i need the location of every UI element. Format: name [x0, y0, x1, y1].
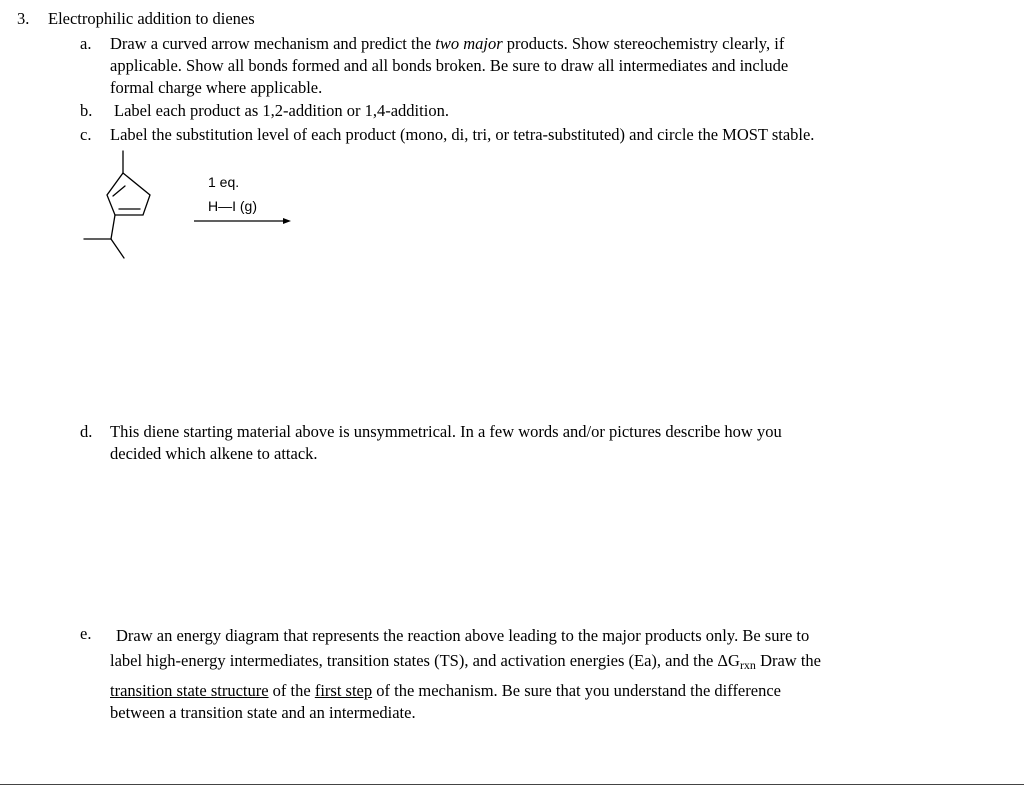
- part-a-line-2: applicable. Show all bonds formed and all bonds broken. Be sure to draw all intermediates and include: [110, 56, 789, 75]
- part-e-line-1: Draw an energy diagram that represents the reaction above leading to the major products only. Be sure to: [116, 626, 810, 645]
- part-e-line-4: between a transition state and an intermediate.: [110, 703, 416, 722]
- reaction-arrow: [193, 215, 293, 227]
- underline-ts-structure: transition state structure: [110, 681, 269, 700]
- part-c-text: Label the substitution level of each product (mono, di, tri, or tetra-substituted) and circle the MOST stable.: [110, 125, 815, 144]
- page-bottom-divider: [0, 784, 1024, 785]
- part-a-text: [110, 33, 990, 99]
- part-a-line-1: Draw a curved arrow mechanism and predict the two major products. Show stereochemistry clearly, if: [110, 34, 785, 53]
- question-title: Electrophilic addition to dienes: [48, 9, 255, 28]
- reagent-equivalents: 1 eq.: [208, 174, 240, 190]
- part-a-line-3: formal charge where applicable.: [110, 78, 323, 97]
- part-d-line-1: This diene starting material above is unsymmetrical. In a few words and/or pictures describe how you: [110, 422, 782, 441]
- delta-g-symbol: ΔG: [717, 651, 740, 670]
- double-bond-1: [113, 186, 125, 196]
- reagent-hi: H—I (g): [208, 198, 257, 214]
- underline-first-step: first step: [314, 681, 373, 700]
- isopropyl-bond: [111, 215, 115, 239]
- part-e-marker: e.: [80, 624, 92, 643]
- part-b-text: Label each product as 1,2-addition or 1,4-addition.: [114, 101, 449, 120]
- part-d-marker: d.: [80, 422, 93, 441]
- diene-structure: [78, 145, 168, 265]
- part-b-marker: b.: [80, 101, 93, 120]
- question-number: 3.: [17, 9, 30, 28]
- part-e-line-3: transition state structure of the first step of the mechanism. Be sure that you understand the difference: [110, 681, 781, 700]
- emphasis-two-major: two major: [435, 34, 503, 53]
- part-e-line-2: label high-energy intermediates, transition states (TS), and activation energies (Ea), and the $\Delta G_{rxn}$ Draw the: [110, 651, 821, 672]
- part-e-text: [110, 623, 1010, 723]
- part-c-marker: c.: [80, 125, 92, 144]
- isopropyl-methyl-2: [111, 239, 124, 258]
- delta-g-subscript: rxn: [739, 658, 756, 672]
- part-d-line-2: decided which alkene to attack.: [110, 444, 318, 463]
- part-a-marker: a.: [80, 34, 92, 53]
- part-d-text: [110, 421, 990, 465]
